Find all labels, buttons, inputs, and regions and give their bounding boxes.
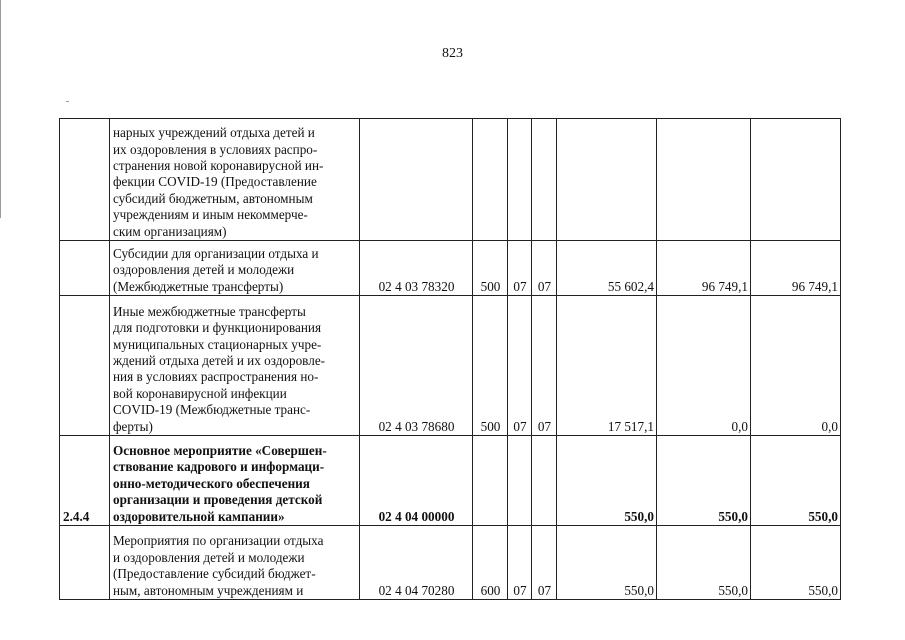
expense-type-cell: 600: [473, 526, 508, 600]
amount-cell-2: 0,0: [657, 296, 751, 436]
amount-cell-3: 0,0: [751, 296, 841, 436]
section-code-cell: 07: [508, 526, 532, 600]
item-name-cell: [110, 241, 360, 296]
item-name-cell: [110, 296, 360, 436]
table-row: [60, 436, 841, 526]
table-row: [60, 241, 841, 296]
target-code-cell: 02 4 03 78680: [360, 296, 473, 436]
budget-table: [59, 118, 841, 600]
section-code-cell: 07: [508, 296, 532, 436]
amount-cell-2: 550,0: [657, 436, 751, 526]
table-row: [60, 526, 841, 600]
subsection-code-cell: [532, 119, 557, 241]
expense-type-cell: [473, 436, 508, 526]
item-name-cell: [110, 436, 360, 526]
target-code-cell: [360, 119, 473, 241]
item-name: Субсидии для организации отдыха и оздоровления детей и молодежи (Межбюджетные трансферты): [113, 245, 319, 294]
page-number: 823: [442, 46, 463, 61]
table-row: [60, 119, 841, 241]
section-number-cell: [60, 241, 110, 296]
item-name: Иные межбюджетные трансферты для подготовки и функционирования муниципальных стационарных учре- ждений отдыха детей и их оздоровле- ния в условиях распространения но- вой коронавирусной инфекции COVID-19 (Межбюджетные транс- ферты): [113, 303, 326, 434]
table-row: [60, 296, 841, 436]
item-name: Мероприятия по организации отдыха и оздоровления детей и молодежи (Предоставление субсидий бюджет- ным, автономным учреждениям и: [113, 533, 324, 598]
amount-cell-3: [751, 119, 841, 241]
amount-cell-1: [557, 119, 657, 241]
section-number-cell: [60, 296, 110, 436]
item-name-cell: [110, 526, 360, 600]
scan-edge-mark: [0, 0, 1, 218]
amount-cell-2: 550,0: [657, 526, 751, 600]
target-code-cell: 02 4 03 78320: [360, 241, 473, 296]
amount-cell-1: 550,0: [557, 436, 657, 526]
subsection-code-cell: [532, 436, 557, 526]
item-name: нарных учреждений отдыха детей и их оздоровления в условиях распро- странения новой коронавирусной ин- фекции COVID-19 (Предоставление субсидий бюджетным, автономным учреждениям и иным некоммерче- ским организациям): [113, 125, 324, 239]
amount-cell-3: 550,0: [751, 526, 841, 600]
expense-type-cell: 500: [473, 296, 508, 436]
section-code-cell: 07: [508, 241, 532, 296]
section-number-cell: [60, 526, 110, 600]
item-name-cell: [110, 119, 360, 241]
amount-cell-3: 550,0: [751, 436, 841, 526]
expense-type-cell: 500: [473, 241, 508, 296]
item-name: Основное мероприятие «Совершен- ствование кадрового и информаци- онно-методического обеспечения организации и проведения детской оздоровительной кампании»: [113, 442, 327, 524]
amount-cell-2: [657, 119, 751, 241]
amount-cell-1: 55 602,4: [557, 241, 657, 296]
target-code-cell: 02 4 04 70280: [360, 526, 473, 600]
subsection-code-cell: 07: [532, 526, 557, 600]
amount-cell-2: 96 749,1: [657, 241, 751, 296]
section-code-cell: [508, 436, 532, 526]
section-code-cell: [508, 119, 532, 241]
section-number-cell: 2.4.4: [60, 436, 110, 526]
subsection-code-cell: 07: [532, 241, 557, 296]
expense-type-cell: [473, 119, 508, 241]
subsection-code-cell: 07: [532, 296, 557, 436]
section-number-cell: [60, 119, 110, 241]
amount-cell-1: 17 517,1: [557, 296, 657, 436]
amount-cell-1: 550,0: [557, 526, 657, 600]
target-code-cell: 02 4 04 00000: [360, 436, 473, 526]
scan-edge-mark: [66, 101, 69, 102]
amount-cell-3: 96 749,1: [751, 241, 841, 296]
